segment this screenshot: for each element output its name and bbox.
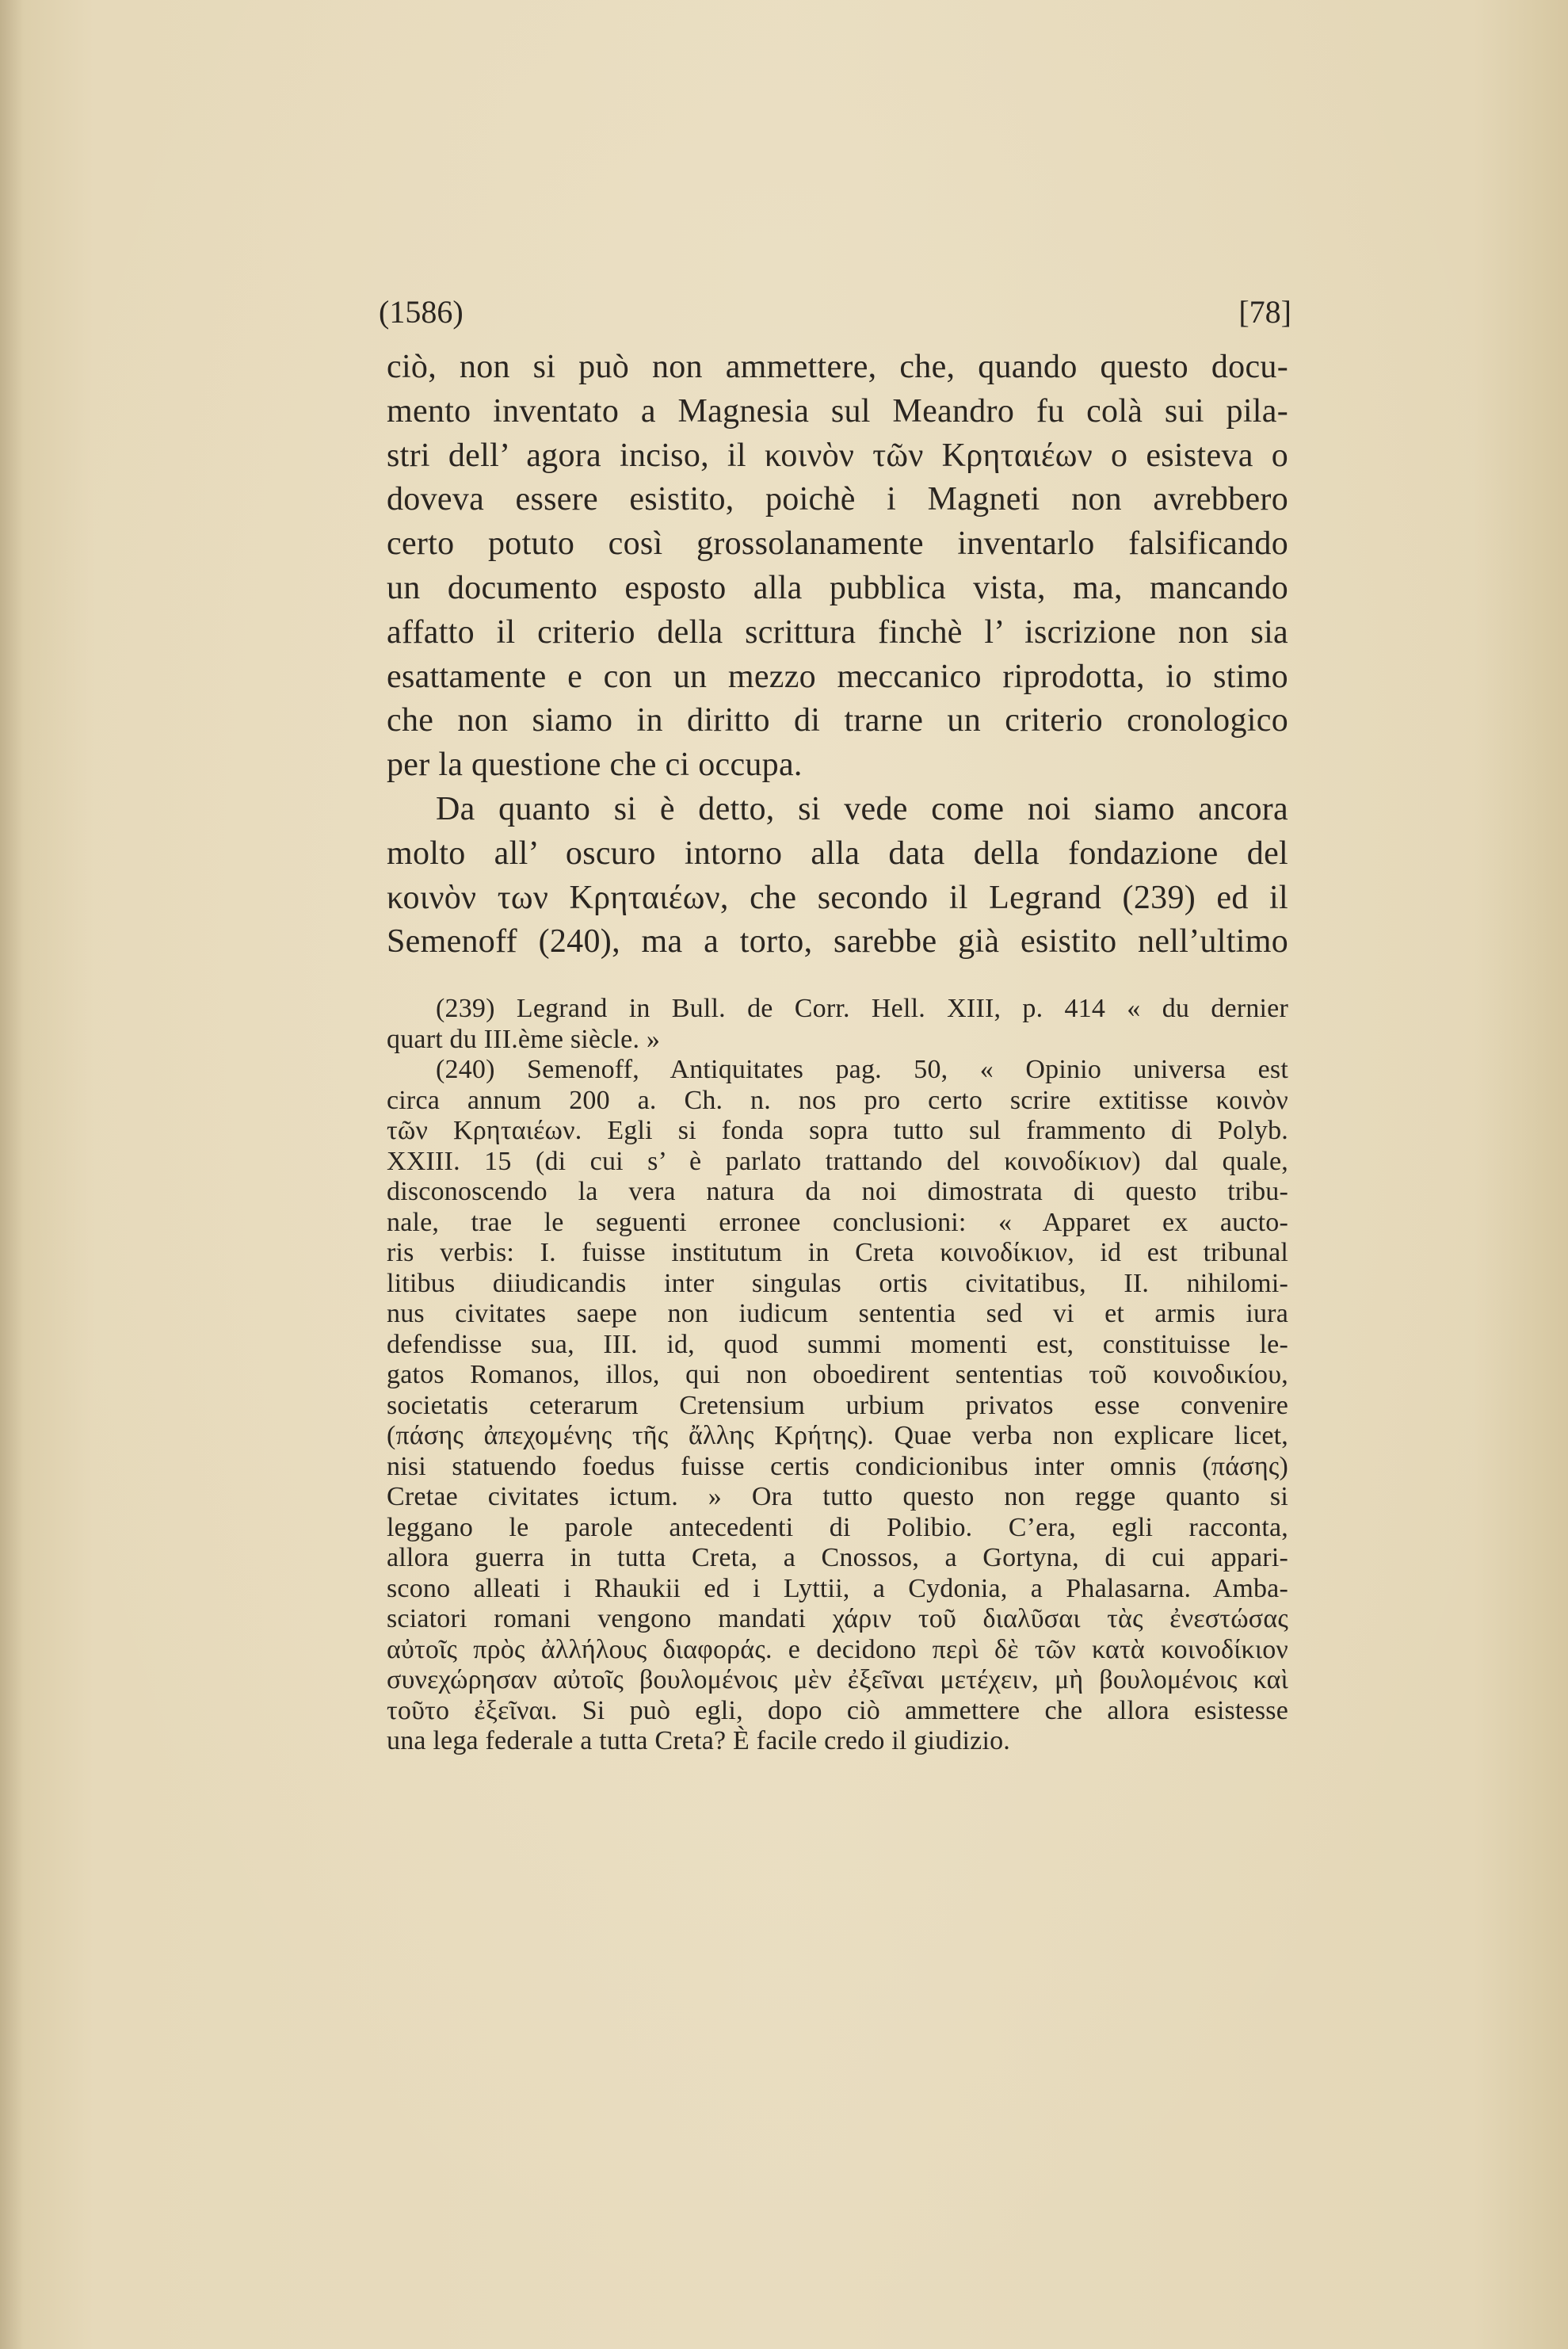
footnote-line: ris verbis: I. fuisse institutum in Creta κοινοδίκιον, id est tribunal [387,1238,1288,1267]
footnote-line: leggano le parole antecedenti di Polibio. C’era, egli racconta, [387,1512,1288,1542]
body-line: κοινὸν των Κρηταιέων, che secondo il Legrand (239) ed il [387,879,1288,916]
footnotes [387,994,1288,1757]
footnote-line: (πάσης ἀπεχομένης τῆς ἄλλης Κρήτης). Quae verba non explicare licet, [387,1421,1288,1450]
footnote-line: sciatori romani vengono mandati χάριν τοῦ διαλῦσαι τὰς ἐνεστώσας [387,1604,1288,1633]
footnote-line: defendisse sua, III. id, quod summi momenti est, constituisse le- [387,1329,1288,1359]
body-line: certo potuto così grossolanamente inventarlo falsificando [387,525,1288,563]
body-line [387,788,1288,832]
footnote-line: nisi statuendo foedus fuisse certis condicionibus inter omnis (πάσης) [387,1451,1288,1481]
body-text [387,346,1288,964]
footnote-line: circa annum 200 a. Ch. n. nos pro certo scrire extitisse κοινὸν [387,1085,1288,1115]
footnote-line: συνεχώρησαν αὐτοῖς βουλομένοις μὲν ἐξεῖναι μετέχειν, μὴ βουλομένοις καὶ [387,1665,1288,1694]
footnote-line-text: (239) Legrand in Bull. de Corr. Hell. XIII, p. 414 « du dernier [436,994,1288,1023]
footnote-line: nale, trae le seguenti erronee conclusioni: « Apparet ex aucto- [387,1207,1288,1237]
body-line: affatto il criterio della scrittura finchè l’ iscrizione non sia [387,613,1288,651]
footnote-line: τῶν Κρηταιέων. Egli si fonda sopra tutto sul frammento di Polyb. [387,1116,1288,1145]
body-line: che non siamo in diritto di trarne un criterio cronologico [387,702,1288,739]
footnote-line: Cretae civitates ictum. » Ora tutto questo non regge quanto si [387,1482,1288,1511]
body-line: un documento esposto alla pubblica vista, ma, mancando [387,569,1288,606]
section-number: [78] [1238,294,1291,330]
body-line: mento inventato a Magnesia sul Meandro fu colà sui pila- [387,392,1288,430]
footnote-line: gatos Romanos, illos, qui non oboedirent sententias τοῦ κοινοδικίου, [387,1360,1288,1389]
page-edge-shadow [0,0,24,2349]
footnote-line: societatis ceterarum Cretensium urbium privatos esse convenire [387,1390,1288,1420]
footnote-line [387,1055,1288,1086]
footnote-line: disconoscendo la vera natura da noi dimostrata di questo tribu- [387,1177,1288,1206]
footnote-line: XXIII. 15 (di cui s’ è parlato trattando del κοινοδίκιον) dal quale, [387,1146,1288,1176]
footnote-line: quart du III.ème siècle. » [387,1024,661,1054]
body-line-text: Da quanto si è detto, si vede come noi siamo ancora [436,790,1288,827]
body-line: molto all’ oscuro intorno alla data della fondazione del [387,835,1288,872]
footnote-line: τοῦτο ἐξεῖναι. Si può egli, dopo ciò ammettere che allora esistesse [387,1695,1288,1725]
footnote-line: una lega federale a tutta Creta? È facile credo il giudizio. [387,1726,1010,1755]
body-line: Semenoff (240), ma a torto, sarebbe già esistito nell’ultimo [387,923,1288,961]
page-header [379,293,1291,341]
body-line: esattamente e con un mezzo meccanico riprodotta, io stimo [387,658,1288,695]
footnote-line-text: (240) Semenoff, Antiquitates pag. 50, « Opinio universa est [436,1055,1288,1084]
body-line: doveva essere esistito, poichè i Magneti non avrebbero [387,481,1288,518]
body-line: ciò, non si può non ammettere, che, quando questo docu- [387,349,1288,385]
footnote-line: nus civitates saepe non iudicum sententia sed vi et armis iura [387,1299,1288,1328]
body-line: per la questione che ci occupa. [387,747,803,784]
footnote-line [387,994,1288,1025]
footnote-line: allora guerra in tutta Creta, a Cnossos, a Gortyna, di cui appari- [387,1543,1288,1572]
footnote-line: αὐτοῖς πρὸς ἀλλήλους διαφοράς. e decidono περὶ δὲ τῶν κατὰ κοινοδίκιον [387,1634,1288,1664]
footnote-line: litibus diiudicandis inter singulas ortis civitatibus, II. nihilomi- [387,1268,1288,1298]
body-line: stri dell’ agora inciso, il κοινὸν τῶν Κρηταιέων o esisteva o [387,437,1288,474]
footnote-line: scono alleati i Rhaukii ed i Lyttii, a Cydonia, a Phalasarna. Amba- [387,1573,1288,1603]
page-number: (1586) [379,294,464,330]
